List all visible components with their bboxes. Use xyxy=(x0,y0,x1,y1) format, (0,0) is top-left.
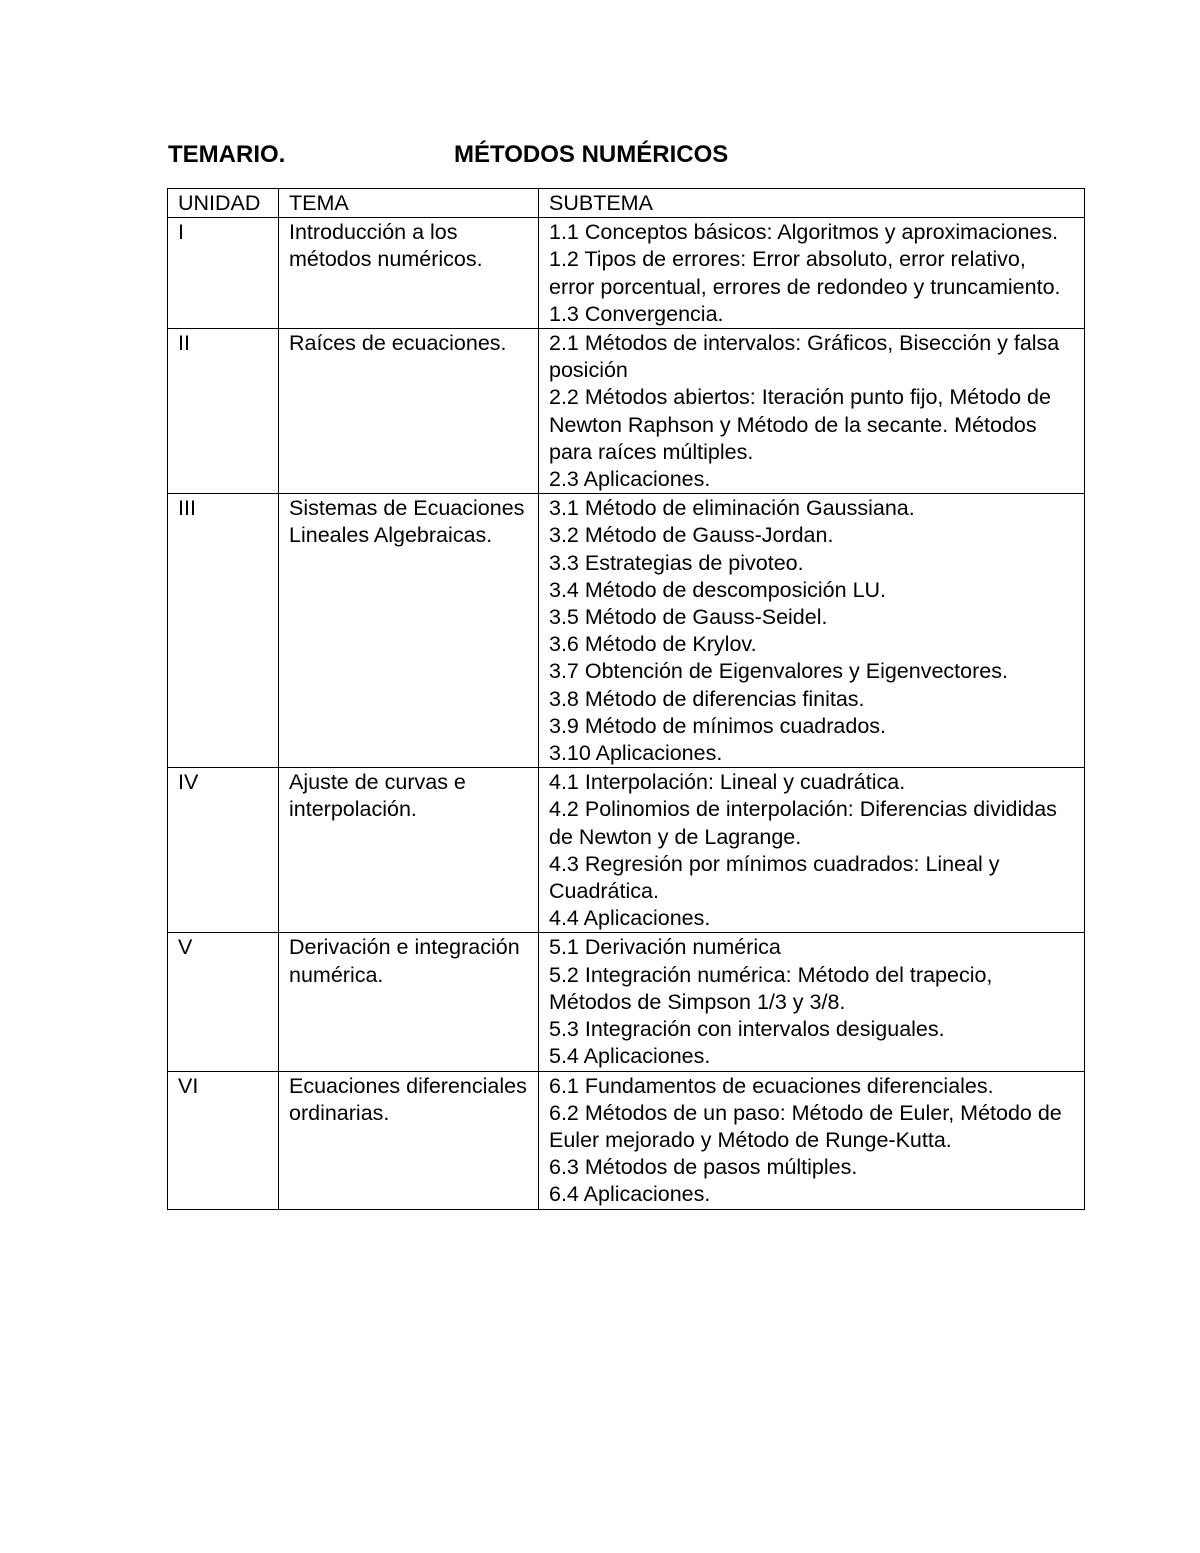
unit-cell: IV xyxy=(168,768,279,933)
table-header-row xyxy=(168,189,1085,218)
header-label: TEMARIO. xyxy=(168,141,286,168)
subtopic-cell xyxy=(539,933,1085,1071)
subtopic-item: 5.3 Integración con intervalos desiguales. xyxy=(549,1017,945,1042)
table-row xyxy=(168,218,1085,329)
subtopic-item: 5.1 Derivación numérica xyxy=(549,935,781,960)
subtopic-cell xyxy=(539,218,1085,329)
subtopic-item: 4.3 Regresión por mínimos cuadrados: Lineal y Cuadrática. xyxy=(549,851,1000,904)
unit-cell: III xyxy=(168,494,279,768)
table-row xyxy=(168,933,1085,1071)
subtopic-item: 1.2 Tipos de errores: Error absoluto, error relativo, error porcentual, errores de redondeo y truncamiento. xyxy=(549,247,1061,299)
subtopic-item: 2.3 Aplicaciones. xyxy=(549,467,711,492)
syllabus-table xyxy=(167,188,1085,1210)
subtopic-item: 6.3 Métodos de pasos múltiples. xyxy=(549,1155,858,1180)
column-header-unit: UNIDAD xyxy=(168,189,279,218)
subtopic-item: 3.3 Estrategias de pivoteo. xyxy=(549,550,804,575)
column-header-subtopic: SUBTEMA xyxy=(539,189,1085,218)
table-row xyxy=(168,329,1085,494)
subtopic-item: 2.1 Métodos de intervalos: Gráficos, Bisección y falsa posición xyxy=(549,331,1060,383)
page-title: MÉTODOS NUMÉRICOS xyxy=(454,141,729,168)
subtopic-item: 3.5 Método de Gauss-Seidel. xyxy=(549,605,828,630)
unit-cell: I xyxy=(168,218,279,329)
subtopic-item: 3.8 Método de diferencias finitas. xyxy=(549,686,865,711)
unit-cell: II xyxy=(168,329,279,494)
topic-cell: Ajuste de curvas e interpolación. xyxy=(279,768,539,933)
subtopic-cell xyxy=(539,1071,1085,1209)
subtopic-cell xyxy=(539,494,1085,768)
table-body xyxy=(168,218,1085,1209)
subtopic-item: 6.4 Aplicaciones. xyxy=(549,1182,711,1207)
subtopic-item: 5.2 Integración numérica: Método del trapecio, Métodos de Simpson 1/3 y 3/8. xyxy=(549,962,993,1014)
unit-cell: VI xyxy=(168,1071,279,1209)
subtopic-item: 3.9 Método de mínimos cuadrados. xyxy=(549,713,887,738)
subtopic-item: 6.1 Fundamentos de ecuaciones diferenciales. xyxy=(549,1073,994,1098)
table-row xyxy=(168,768,1085,933)
subtopic-item: 5.4 Aplicaciones. xyxy=(549,1044,711,1069)
page-header xyxy=(168,140,728,170)
subtopic-item: 3.2 Método de Gauss-Jordan. xyxy=(549,523,834,548)
topic-cell: Ecuaciones diferenciales ordinarias. xyxy=(279,1071,539,1209)
topic-cell: Sistemas de Ecuaciones Lineales Algebraicas. xyxy=(279,494,539,768)
subtopic-item: 4.2 Polinomios de interpolación: Diferencias divididas de Newton y de Lagrange. xyxy=(549,797,1057,849)
subtopic-item: 6.2 Métodos de un paso: Método de Euler, Método de Euler mejorado y Método de Runge-Kutta. xyxy=(549,1100,1062,1152)
subtopic-cell xyxy=(539,329,1085,494)
topic-cell: Raíces de ecuaciones. xyxy=(279,329,539,494)
subtopic-item: 1.1 Conceptos básicos: Algoritmos y aproximaciones. xyxy=(549,220,1059,245)
subtopic-item: 3.4 Método de descomposición LU. xyxy=(549,577,887,602)
subtopic-item: 4.4 Aplicaciones. xyxy=(549,906,711,931)
topic-cell: Introducción a los métodos numéricos. xyxy=(279,218,539,329)
topic-cell: Derivación e integración numérica. xyxy=(279,933,539,1071)
subtopic-item: 3.1 Método de eliminación Gaussiana. xyxy=(549,496,915,521)
subtopic-item: 3.6 Método de Krylov. xyxy=(549,632,757,657)
column-header-topic: TEMA xyxy=(279,189,539,218)
subtopic-item: 2.2 Métodos abiertos: Iteración punto fijo, Método de Newton Raphson y Método de la secante. Métodos para raíces múltiples. xyxy=(549,385,1051,464)
unit-cell: V xyxy=(168,933,279,1071)
table-row xyxy=(168,494,1085,768)
subtopic-item: 4.1 Interpolación: Lineal y cuadrática. xyxy=(549,770,906,795)
subtopic-item: 1.3 Convergencia. xyxy=(549,301,724,326)
subtopic-cell xyxy=(539,768,1085,933)
subtopic-item: 3.7 Obtención de Eigenvalores y Eigenvectores. xyxy=(549,659,1008,684)
table-row xyxy=(168,1071,1085,1209)
subtopic-item: 3.10 Aplicaciones. xyxy=(549,741,723,766)
